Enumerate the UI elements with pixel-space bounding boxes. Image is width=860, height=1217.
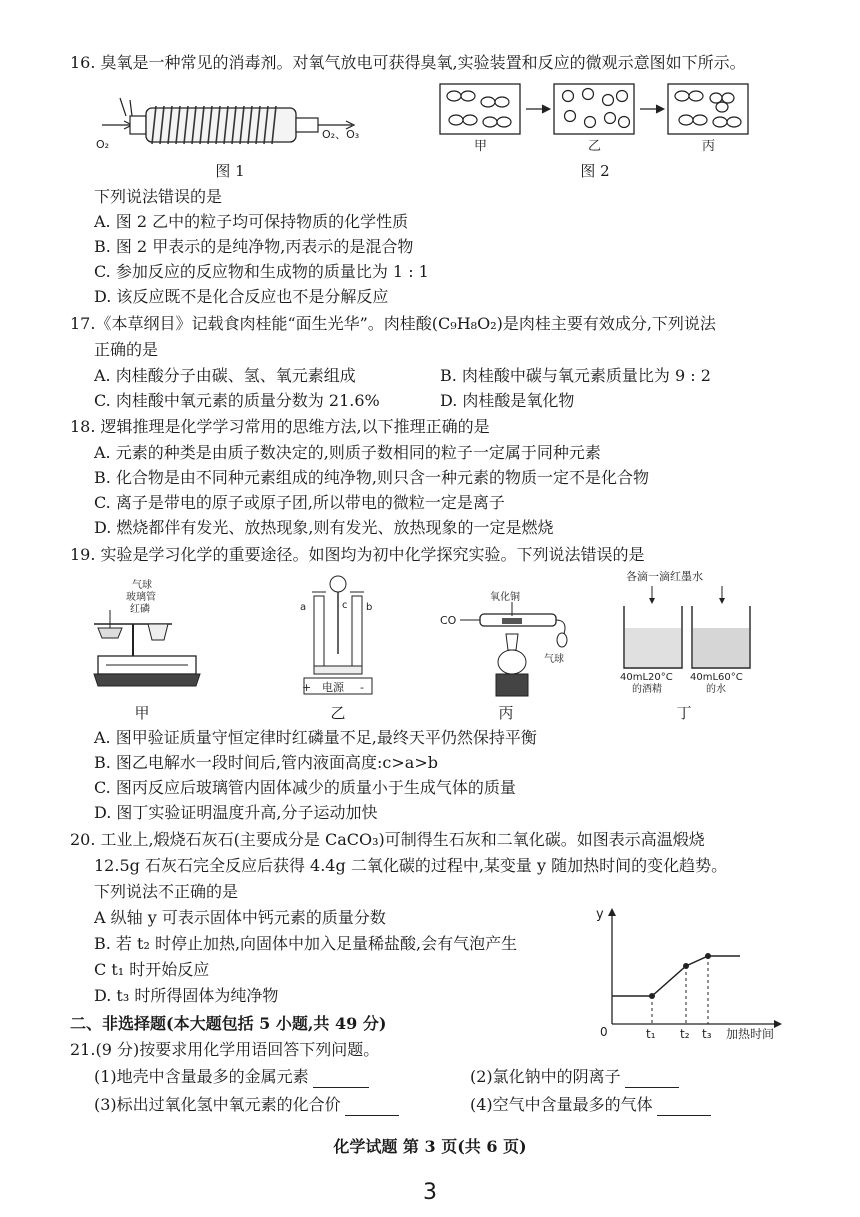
right-beaker-sub: 的水 xyxy=(706,684,726,695)
figure-yi-caption: 乙 xyxy=(330,704,346,722)
q20-option-d: D. t₃ 时所得固体为纯净物 xyxy=(94,986,279,1005)
q18-option-c: C. 离子是带电的原子或原子团,所以带电的微粒一定是离子 xyxy=(94,493,505,512)
graph-y-label: y xyxy=(596,907,604,922)
section2-heading: 二、非选择题(本大题包括 5 小题,共 49 分) xyxy=(70,1014,387,1033)
q20-stem-cont: 12.5g 石灰石完全反应后获得 4.4g 二氧化碳的过程中,某变量 y 随加热时间的变化趋势。 xyxy=(94,856,728,875)
red-ink-label: 各滴一滴红墨水 xyxy=(626,570,703,583)
q18-stem: 18. 逻辑推理是化学学习常用的思维方法,以下推理正确的是 xyxy=(70,417,490,436)
q16-lead: 下列说法错误的是 xyxy=(94,187,223,206)
q17-stem-cont: 正确的是 xyxy=(94,340,159,359)
beakers-diffusion-figure xyxy=(618,570,768,698)
glass-tube-label: 玻璃管 xyxy=(126,592,156,603)
q21-item-4: (4)空气中含量最多的气体 xyxy=(470,1094,711,1116)
q17-option-c: C. 肉桂酸中氧元素的质量分数为 21.6% xyxy=(94,391,380,410)
graph-t2: t₂ xyxy=(680,1027,690,1041)
power-plus-label: + xyxy=(302,681,312,694)
q19-stem: 19. 实验是学习化学的重要途径。如图均为初中化学探究实验。下列说法错误的是 xyxy=(70,545,645,564)
q18-option-b: B. 化合物是由不同种元素组成的纯净物,则只含一种元素的物质一定不是化合物 xyxy=(94,468,650,487)
o2-o3-outlet-label: O₂、O₃ xyxy=(322,128,360,141)
graph-t1: t₁ xyxy=(646,1027,656,1041)
q20-lead: 下列说法不正确的是 xyxy=(94,882,239,901)
q17-stem: 17.《本草纲目》记载食肉桂能“面生光华”。肉桂酸(C₉H₈O₂)是肉桂主要有效成分,下列说法 xyxy=(70,314,716,333)
q16-option-d: D. 该反应既不是化合反应也不是分解反应 xyxy=(94,287,389,306)
power-source-label: 电源 xyxy=(322,681,344,694)
answer-blank-1[interactable] xyxy=(313,1071,369,1088)
red-phosphorus-label: 红磷 xyxy=(130,604,150,615)
electrolysis-apparatus-figure xyxy=(298,574,378,698)
balance-apparatus-figure xyxy=(92,580,202,698)
q20-option-a: A 纵轴 y 可表示固体中钙元素的质量分数 xyxy=(94,908,386,927)
left-beaker-sub: 的酒精 xyxy=(632,684,662,695)
co-reduction-apparatus-figure xyxy=(440,590,580,700)
particle-box-jia-label: 甲 xyxy=(474,139,488,154)
right-beaker-label: 40mL60°C xyxy=(690,672,743,683)
answer-blank-2[interactable] xyxy=(625,1071,679,1088)
q21-item-3: (3)标出过氧化氢中氧元素的化合价 xyxy=(94,1094,399,1116)
q19-option-b: B. 图乙电解水一段时间后,管内液面高度:c>a>b xyxy=(94,753,438,772)
tube-b-label: b xyxy=(366,602,373,613)
particle-diagram xyxy=(440,82,750,154)
q20-option-b: B. 若 t₂ 时停止加热,向固体中加入足量稀盐酸,会有气泡产生 xyxy=(94,934,518,953)
q16-stem: 16. 臭氧是一种常见的消毒剂。对氧气放电可获得臭氧,实验装置和反应的微观示意图如下所示。 xyxy=(70,53,746,72)
q20-stem: 20. 工业上,煅烧石灰石(主要成分是 CaCO₃)可制得生石灰和二氧化碳。如图表示高温煅烧 xyxy=(70,830,705,849)
q17-option-a: A. 肉桂酸分子由碳、氢、氧元素组成 xyxy=(94,366,356,385)
copper-oxide-label: 氧化铜 xyxy=(490,592,520,603)
q21-item-2: (2)氯化钠中的阴离子 xyxy=(470,1066,679,1088)
graph-t3: t₃ xyxy=(702,1027,712,1041)
figure1-caption: 图 1 xyxy=(215,162,245,180)
left-beaker-label: 40mL20°C xyxy=(620,672,673,683)
page-number: 3 xyxy=(423,1180,437,1205)
answer-blank-3[interactable] xyxy=(345,1099,399,1116)
ozone-generator-figure xyxy=(90,88,380,156)
tube-a-label: a xyxy=(300,602,307,613)
o2-inlet-label: O₂ xyxy=(96,138,110,151)
balloon-label: 气球 xyxy=(132,580,152,591)
q18-option-d: D. 燃烧都伴有发光、放热现象,则有发光、放热现象的一定是燃烧 xyxy=(94,518,554,537)
q17-option-b: B. 肉桂酸中碳与氧元素质量比为 9 : 2 xyxy=(440,366,711,385)
q19-option-c: C. 图丙反应后玻璃管内固体减少的质量小于生成气体的质量 xyxy=(94,778,516,797)
particle-box-bing-label: 丙 xyxy=(702,139,716,154)
figure-bing-caption: 丙 xyxy=(498,704,514,722)
page-footer: 化学试题 第 3 页(共 6 页) xyxy=(333,1137,527,1156)
y-vs-heating-time-graph xyxy=(590,900,800,1041)
figure-ding-caption: 丁 xyxy=(676,704,692,722)
figure2-caption: 图 2 xyxy=(580,162,610,180)
q17-option-d: D. 肉桂酸是氧化物 xyxy=(440,391,575,410)
q16-option-c: C. 参加反应的反应物和生成物的质量比为 1 : 1 xyxy=(94,262,429,281)
answer-blank-4[interactable] xyxy=(657,1099,711,1116)
balloon-outlet-label: 气球 xyxy=(544,654,564,665)
q20-option-c: C t₁ 时开始反应 xyxy=(94,960,210,979)
q21-item-1: (1)地壳中含量最多的金属元素 xyxy=(94,1066,369,1088)
q16-option-a: A. 图 2 乙中的粒子均可保持物质的化学性质 xyxy=(94,212,409,231)
power-minus-label: - xyxy=(360,681,364,694)
co-inlet-label: CO xyxy=(440,614,457,627)
figure-jia-caption: 甲 xyxy=(134,704,150,722)
graph-x-label: 加热时间 xyxy=(726,1027,775,1041)
q21-stem: 21.(9 分)按要求用化学用语回答下列问题。 xyxy=(70,1040,380,1059)
particle-box-yi-label: 乙 xyxy=(588,139,602,154)
graph-origin: 0 xyxy=(600,1025,608,1039)
q19-option-d: D. 图丁实验证明温度升高,分子运动加快 xyxy=(94,803,378,822)
tube-c-label: c xyxy=(342,600,348,611)
q18-option-a: A. 元素的种类是由质子数决定的,则质子数相同的粒子一定属于同种元素 xyxy=(94,443,601,462)
q19-option-a: A. 图甲验证质量守恒定律时红磷量不足,最终天平仍然保持平衡 xyxy=(94,728,537,747)
q16-option-b: B. 图 2 甲表示的是纯净物,丙表示的是混合物 xyxy=(94,237,414,256)
